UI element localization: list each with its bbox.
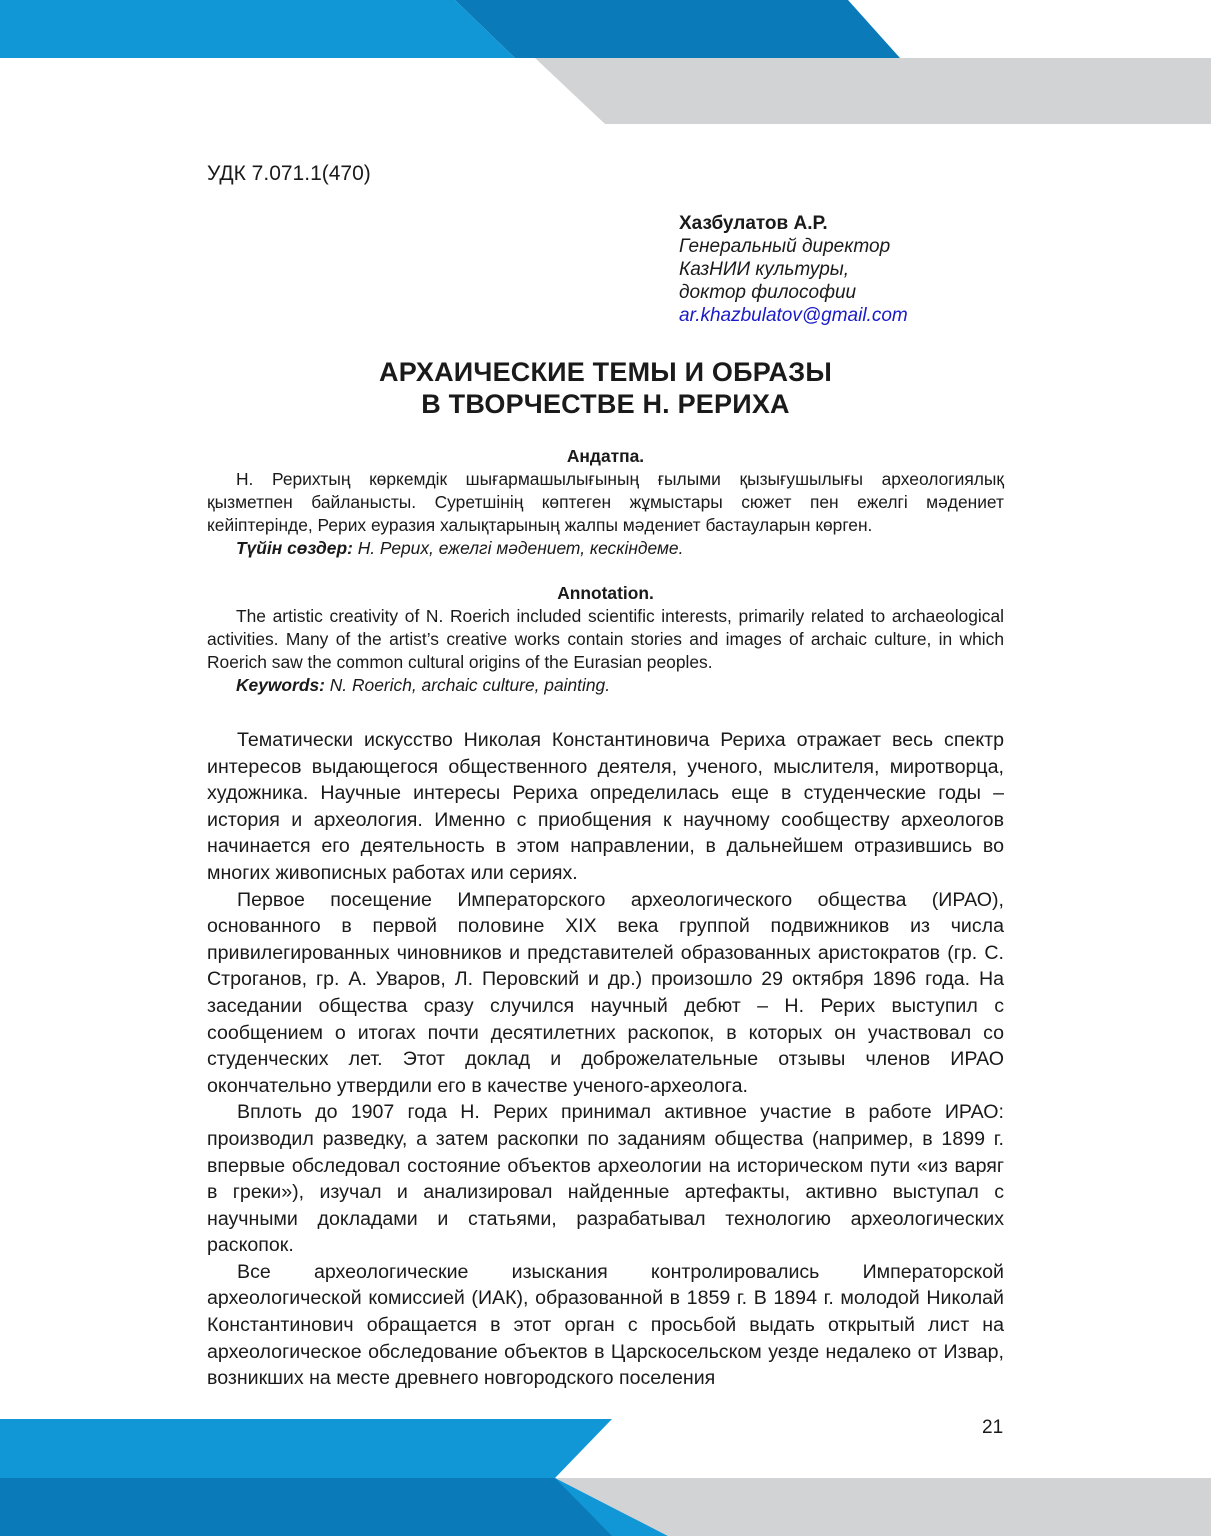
- body-paragraph: Вплоть до 1907 года Н. Рерих принимал активное участие в работе ИРАО: производил разведку, а затем раскопки по заданиям общества (например, в 1899 г. впервые обследовал состояние объектов археологии на историческом пути «из варяг в греки»), изучал и анализировал найденные артефакты, активно выступал с научными докладами и статьями, разрабатывал технологию археологических раскопок.: [207, 1101, 1004, 1257]
- top-blue-band: [0, 0, 515, 58]
- keywords-value: N. Roerich, archaic culture, painting.: [324, 675, 611, 695]
- abstract-kazakh-text: Н. Рерихтың көркемдік шығармашылығының ғылыми қызығушылығы археологиялық қызметпен байланысты. Суретшінің көптеген жұмыстары сюжет пен ежелгі мәдениет кейіптерінде, Рерих еуразия халықтарының жалпы мәдениет бастауларын көрген.: [207, 469, 1004, 535]
- abstract-kazakh: [207, 445, 1004, 560]
- top-gray-band: [535, 58, 1211, 124]
- abstract-english-heading: Annotation.: [557, 583, 654, 603]
- author-block: [679, 212, 908, 327]
- bottom-blue-band: [0, 1419, 668, 1536]
- abstract-kazakh-heading: Андатпа.: [566, 446, 645, 466]
- abstract-english-text: The artistic creativity of N. Roerich included scientific interests, primarily related to archaeological activities. Many of the artist’s creative works contain stories and images of archaic culture, in which Roerich saw the common cultural origins of the Eurasian peoples.: [207, 606, 1004, 672]
- keywords-value: Н. Рерих, ежелгі мәдениет, кескіндеме.: [352, 538, 684, 558]
- author-position: Генеральный директор: [679, 236, 891, 257]
- title-line-2: В ТВОРЧЕСТВЕ Н. РЕРИХА: [421, 389, 790, 419]
- title-line-1: АРХАИЧЕСКИЕ ТЕМЫ И ОБРАЗЫ: [379, 357, 832, 387]
- abstract-kazakh-keywords: [207, 537, 1004, 560]
- author-organization: КазНИИ культуры,: [679, 259, 850, 280]
- body-paragraph: Первое посещение Императорского археологического общества (ИРАО), основанного в первой половине XIX века группой подвижников из числа привилегированных чиновников и представителей образованных аристократов (гр. С. Строганов, гр. А. Уваров, Л. Перовский и др.) произошло 29 октября 1896 года. На заседании общества сразу случился научный дебют – Н. Рерих выступил с сообщением о итогах почти десятилетних раскопок, в которых он участвовал со студенческих лет. Этот доклад и доброжелательные отзывы членов ИРАО окончательно утвердили его в качестве ученого-археолога.: [207, 888, 1004, 1097]
- body-paragraph: Все археологические изыскания контролировались Императорской археологической комиссией (ИАК), образованной в 1859 г. В 1894 г. молодой Николай Константинович обращается в этот орган с просьбой выдать открытый лист на археологическое обследование объектов в Царскосельском уезде недалеко от Извар, возникших на месте древнего новгородского поселения: [207, 1260, 1004, 1390]
- body-paragraph: Тематически искусство Николая Константиновича Рериха отражает весь спектр интересов выдающегося общественного деятеля, ученого, мыслителя, миротворца, художника. Научные интересы Рериха определилась еще в студенческие годы – история и археология. Именно с приобщения к научному сообществу археологов начинается его деятельность в этом направлении, в дальнейшем отразившись во многих живописных работах или сериях.: [207, 729, 1004, 884]
- author-email-link[interactable]: ar.khazbulatov@gmail.com: [679, 305, 908, 326]
- abstract-english: [207, 582, 1004, 697]
- article-title: [207, 356, 1004, 420]
- udk-code: УДК 7.071.1(470): [207, 162, 371, 185]
- author-name: Хазбулатов А.Р.: [679, 213, 828, 234]
- top-dark-blue-band: [455, 0, 900, 58]
- bottom-gray-band: [555, 1478, 1211, 1536]
- abstract-english-keywords: [207, 674, 1004, 697]
- bottom-dark-blue-band: [0, 1478, 612, 1536]
- keywords-label: Keywords:: [236, 675, 325, 695]
- article-body: [207, 727, 1004, 1392]
- keywords-label: Түйін сөздер:: [236, 538, 353, 558]
- page-number: 21: [982, 1417, 1004, 1438]
- author-degree: доктор философии: [679, 282, 857, 303]
